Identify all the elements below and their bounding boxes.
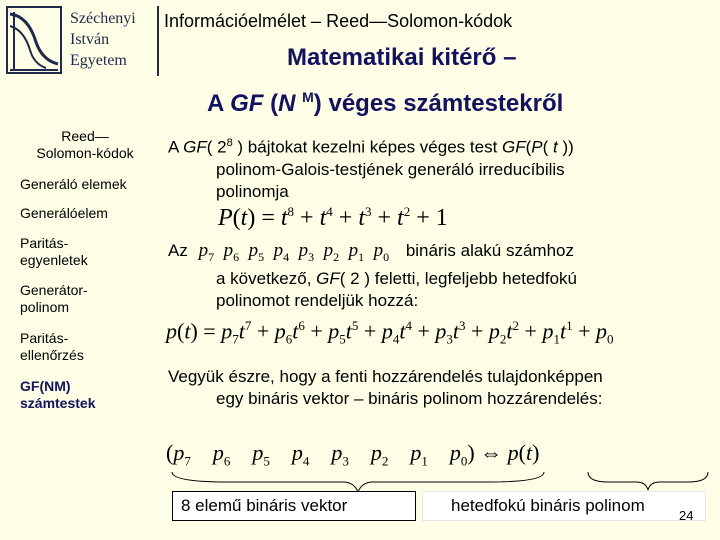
- p2-line2: [168, 268, 577, 290]
- title-m: M: [302, 89, 314, 105]
- slide-title-line2: A GF (N $^M$) véges számtestekről: [207, 89, 564, 117]
- uni-line-1: Széchenyi: [70, 10, 136, 27]
- sidebar-item-label: Paritás- ellenőrzés: [20, 330, 84, 363]
- sidebar-item-label: Generátor- polinom: [20, 282, 88, 315]
- course-title: Információelmélet – Reed—Solomon-kódok: [164, 11, 513, 31]
- p1-line3: polinomja: [216, 181, 289, 201]
- p3-line1: Vegyük észre, hogy a fenti hozzárendelés tulajdonképpen: [168, 367, 603, 386]
- p2-text: ( 2 ) feletti, legfeljebb hetedfokú: [339, 268, 577, 288]
- p2-bits: $p_7$ $p_6$ $p_5$ $p_4$ $p_3$ $p_2$ $p_1$ $p_0$: [198, 240, 390, 264]
- paragraph-3: [168, 366, 603, 410]
- p2-text: Az: [168, 241, 188, 260]
- sidebar-item-label: Paritás- egyenletek: [20, 235, 88, 268]
- sidebar-item-reed-solomon[interactable]: [20, 128, 150, 162]
- uni-line-3: Egyetem: [70, 52, 127, 69]
- poly-label-text: hetedfokú bináris polinom: [451, 496, 645, 515]
- sidebar-item-generalo-elemek[interactable]: [20, 176, 150, 193]
- formula-polynomial-mapping: $p(t) = p_7t^7 + p_6t^6 + p_5t^5 + p_4t^4 + p_3t^3 + p_2t^2 + p_1t^1 + p_0$: [166, 318, 614, 347]
- label-binary-polynomial: [422, 491, 706, 521]
- paragraph-2: [168, 240, 577, 312]
- title-gf: GF: [230, 90, 264, 117]
- p1-t: t: [553, 137, 558, 157]
- p1-gf: GF: [183, 137, 207, 157]
- p2-text: bináris alakú számhoz: [405, 241, 575, 260]
- p1-text: )): [557, 137, 574, 157]
- university-logo-icon: [6, 6, 62, 74]
- uni-line-2: István: [70, 31, 110, 48]
- p1-text: (: [525, 137, 532, 157]
- p1-text: (: [542, 137, 554, 157]
- label-binary-vector: [172, 491, 416, 521]
- sidebar-item-label: Generálóelem: [20, 205, 108, 221]
- sidebar-item-label: Reed— Solomon-kódok: [36, 128, 134, 161]
- title-prefix: A: [207, 90, 231, 117]
- p1-text: A: [168, 137, 184, 157]
- header-divider: [157, 6, 159, 76]
- p1-line2: polinom-Galois-testjének generáló irreducíbilis: [216, 159, 565, 179]
- title-n: N: [278, 90, 296, 117]
- sidebar-item-gf-szamtestek[interactable]: [20, 378, 150, 412]
- p2-text: a következő,: [216, 268, 317, 288]
- sidebar-item-generatorpolinom[interactable]: [20, 282, 150, 316]
- p1-p: P: [531, 137, 543, 157]
- p3-line2: egy bináris vektor – bináris polinom hozzárendelés:: [216, 389, 603, 408]
- university-name: [70, 8, 136, 71]
- p2-gf: GF: [316, 268, 340, 288]
- page-number: 24: [679, 508, 694, 523]
- p1-exp: 8: [226, 137, 233, 149]
- title-suffix: véges számtestekről: [328, 90, 564, 117]
- slide-title-line1: Matematikai kitérő –: [287, 44, 517, 71]
- sidebar-item-generaloelem[interactable]: [20, 205, 150, 222]
- vector-label-text: 8 elemű bináris vektor: [181, 496, 348, 515]
- formula-generator-polynomial: $P(t) = t^8 + t^4 + t^3 + t^2 + 1$: [218, 204, 448, 231]
- sidebar-item-paritasellenorzes[interactable]: [20, 330, 150, 364]
- paragraph-1: [168, 132, 574, 203]
- formula-vector-polynomial: ($p_7$ $p_6$ $p_5$ $p_4$ $p_3$ $p_2$ $p_1$ $p_0$) ⇔ p(t): [166, 440, 540, 469]
- sidebar-item-label: Generáló elemek: [20, 176, 127, 192]
- sidebar-item-label: GF(NM) számtestek: [20, 378, 96, 411]
- sidebar-item-paritas-egyenletek[interactable]: [20, 235, 150, 269]
- p1-text: ) bájtokat kezelni képes véges test: [232, 137, 503, 157]
- p1-gf: GF: [502, 137, 526, 157]
- p1-text: ( 2: [206, 137, 227, 157]
- p2-line3: polinomot rendeljük hozzá:: [216, 290, 419, 310]
